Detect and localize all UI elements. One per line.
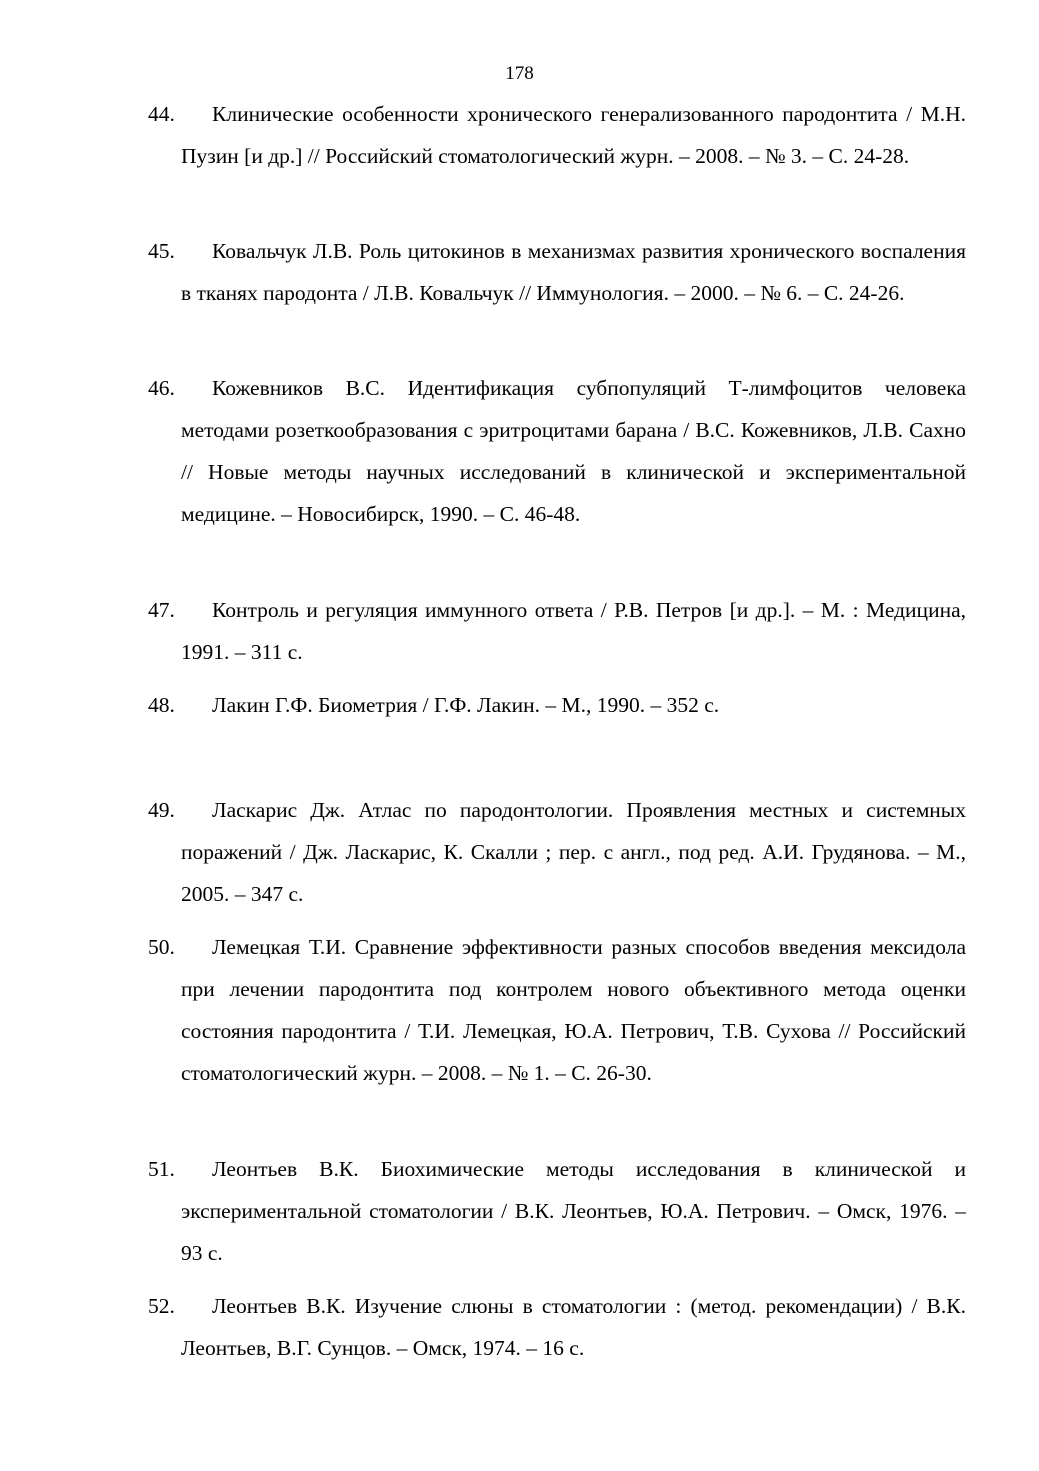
reference-text: Кожевников В.С. Идентификация субпопуляций Т-лимфоцитов человека методами розеткообразования с эритроцитами барана / В.С. Кожевников, Л.В. Сахно // Новые методы научных исследований в клинической и экспериментальной медицине. – Новосибирск, 1990. – С. 46-48.: [181, 376, 966, 526]
reference-text: Леонтьев В.К. Изучение слюны в стоматологии : (метод. рекомендации) / В.К. Леонтьев, В.Г. Сунцов. – Омск, 1974. – 16 с.: [181, 1294, 966, 1360]
reference-number: 50.: [148, 935, 175, 959]
reference-item: [148, 1285, 966, 1369]
reference-text: Ласкарис Дж. Атлас по пародонтологии. Проявления местных и системных поражений / Дж. Ласкарис, К. Скалли ; пер. с англ., под ред. А.И. Грудянова. – М., 2005. – 347 с.: [181, 798, 966, 906]
reference-item: [148, 230, 966, 314]
reference-number: 49.: [148, 798, 175, 822]
reference-number: 45.: [148, 239, 175, 263]
reference-item: [148, 93, 966, 177]
reference-item: [148, 789, 966, 915]
reference-text: Клинические особенности хронического генерализованного пародонтита / М.Н. Пузин [и др.] // Российский стоматологический журн. – 2008. – № 3. – С. 24-28.: [181, 102, 966, 168]
page-number: 178: [505, 63, 534, 84]
reference-text: Леонтьев В.К. Биохимические методы исследования в клинической и экспериментальной стоматологии / В.К. Леонтьев, Ю.А. Петрович. – Омск, 1976. – 93 с.: [181, 1157, 966, 1265]
reference-number: 52.: [148, 1294, 175, 1318]
reference-text: Лакин Г.Ф. Биометрия / Г.Ф. Лакин. – М., 1990. – 352 с.: [212, 693, 720, 717]
reference-number: 51.: [148, 1157, 175, 1181]
reference-text: Контроль и регуляция иммунного ответа / Р.В. Петров [и др.]. – М. : Медицина, 1991. – 311 с.: [181, 598, 966, 664]
reference-item: [148, 367, 966, 535]
reference-item: [148, 589, 966, 673]
reference-item: [148, 926, 966, 1094]
reference-number: 48.: [148, 693, 175, 717]
reference-number: 46.: [148, 376, 175, 400]
reference-text: Лемецкая Т.И. Сравнение эффективности разных способов введения мексидола при лечении пародонтита под контролем нового объективного метода оценки состояния пародонтита / Т.И. Лемецкая, Ю.А. Петрович, Т.В. Сухова // Российский стоматологический журн. – 2008. – № 1. – С. 26-30.: [181, 935, 966, 1085]
reference-item: [148, 684, 966, 726]
reference-item: [148, 1148, 966, 1274]
reference-number: 47.: [148, 598, 175, 622]
reference-number: 44.: [148, 102, 175, 126]
reference-text: Ковальчук Л.В. Роль цитокинов в механизмах развития хронического воспаления в тканях пародонта / Л.В. Ковальчук // Иммунология. – 2000. – № 6. – С. 24-26.: [181, 239, 966, 305]
